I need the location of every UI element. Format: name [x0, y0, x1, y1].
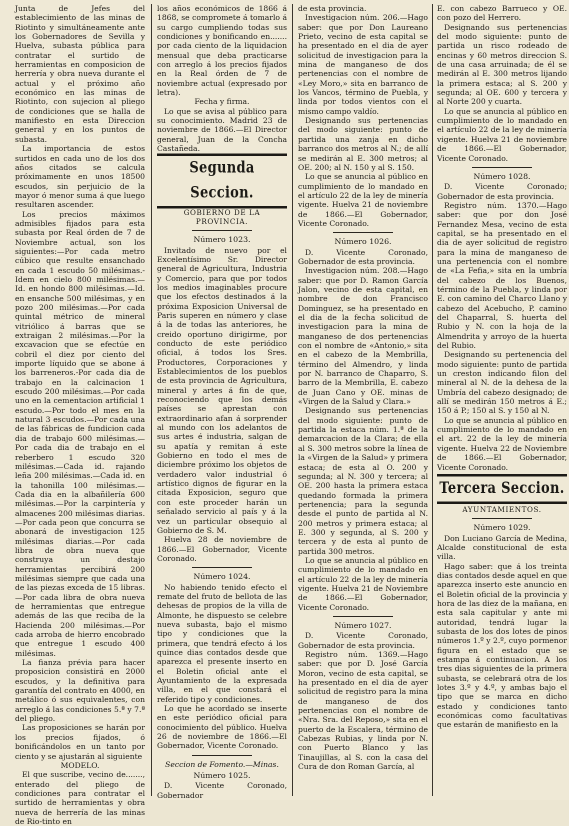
modelo-heading: MODELO.: [60, 760, 100, 770]
separator: [192, 230, 252, 231]
notice-number: Número 1027.: [334, 621, 392, 630]
column-divider: [151, 4, 152, 796]
paragraph: D. Vicente Coronado, Gobernador: [157, 781, 287, 800]
column-divider: [432, 4, 433, 796]
paragraph: de esta provincia.: [298, 4, 367, 13]
paragraph: Designando sus pertenencias del modo siguiente: punto de partida la estaca núm. 1.ª de la demarcacion de la Clara; de ella al S. 300 metros sobre la línea de la «Virgen de la Salud» y primera estaca; de esta al O. 200 y segunda; al N. 300 y tercera; al OE. 200 hasta la primera estaca quedando formada la primera pertenencia; para la segunda desde el punto de partida al N. 200 metros y primera estaca; al E. 300 y segunda, al S. 200 y tercera y de esta al punto de partida 300 metros.: [298, 406, 428, 556]
paragraph: Los precios máximos admisibles fijados para esta subasta por Real órden de 7 de Noviembre actual, son los siguientes:—Por cada metro cúbico que resulte ensanchado en cada 1 escudo 50 milésimas.-Idem en cielo 800 milésimas.—Id. en hondo 800 milésimas.—Id. en ensanche 500 milésimas, y en pozo 200 milésimas.—Por cada quintal métrico de mineral vitriólico á barras que se extraigan 2 milésimas.—Por la excavacion que se efectúe en cobril el diez por ciento del importe líquido que se abone á los barreneros.-Por cada dia de trabajo en la calcinacion 1 escudo 200 milésimas.—Por cada uno en la cementacion artificial 1 escudo.—Por todo el mes en la natural 3 escudos.—Por cada una de las fábricas de fundicion cada dia de trabajo 600 milésimas.—Por cada dia de trabajo en el reberbero 1 escudo 320 milésimas.—Cada id. rajando leña 200 milésimas.—Cada id. en la tahonilla 100 milésimas.—Cada dia en la albañilería 600 milésimas.—Por la carpintería y almacenes 200 milésimas diarias.—Por cada peon que concurra se abonará de investigacion 125 milésimas diarias.—Por cada libra de obra nueva que construya un destajo herramientas percibirá 200 milésimas siempre que cada una de las piezas exceda de 15 libras.—Por cada libra de obra nueva de herramientas que entregue además de las que reciba de la Hacienda 200 milésimas.—Por cada arroba de hierro encobrado que entregue 1 escudo 400 milésimas.: [15, 209, 145, 658]
paragraph: No habiendo tenido efecto el remate del fruto de bellota de las dehesas de propios de la villa de Almonte, he dispuesto se celebre nueva subasta, bajo el mismo tipo y condiciones que la primera, que tendrá efecto á los quince dias contados desde que aparezca el presente inserto en el Boletin oficial ante el Ayuntamiento de la expresada villa, en el que constará el referido tipo y condiciones.: [157, 582, 287, 704]
paragraph: Lo que se anuncia al público en cumplimiento de lo mandado en el artículo 22 de la ley de minería vigente. Huelva 21 de noviembre de 1866.—El Gobernador, Vicente Coronado.: [437, 106, 567, 163]
separator: [472, 518, 532, 519]
subsection-heading: Seccion de Fomento.—Minas.: [165, 759, 279, 769]
column-3: [298, 4, 428, 796]
notice-number: Número 1026.: [334, 237, 392, 247]
paragraph: Lo que se avisa al público para su conocimiento. Madrid 23 de noviembre de 1866.—El Director general, Juan de la Concha Castañeda.: [157, 106, 287, 154]
paragraph: Las proposiciones se harán por los precios fijados, ó bonificándolos en un tanto por ciento y se ajustarán al siguiente: [15, 723, 145, 761]
column-divider: [292, 4, 293, 796]
separator: [333, 232, 393, 233]
paragraph: La importancia de estos surtidos en cada uno de los dos años citados se calcula próximamente en unos 18500 escudos, sin perjuicio de la mayor ó menor suma á que luego resultaren ascender.: [15, 144, 145, 210]
paragraph: El que suscribe, vecino de......., enterado del pliego de condiciones para contratar el surtido de herramientas y obra nueva de herrería de las minas de Rio-tinto en: [15, 770, 145, 826]
paragraph: Registro núm. 1370.—Hago saber: que por don José Fernandez Mesa, vecino de esta capital, se ha presentado en el dia de ayer solicitud de registro para la mina de manganeso de una pertenencia con el nombre de «La Fefia,» sita en la umbría del cabezo de los Buenos, término de la Puebla, y linda por E. con camino del Charco Llano y cabezo del Acebucho, P. camino del Chaparral, S. huerta del Rubio y N. con la hoja de la Almendrita y arroyo de la huerta del Rubio.: [437, 200, 567, 351]
notice-number: Número 1024.: [193, 572, 251, 582]
paragraph: Lo que se anuncia al público en cumplimiento de lo mandado en el art. 22 de la ley de minería vigente. Huelva 22 de Noviembre de 1866.—El Gobernador, Vicente Coronado.: [437, 415, 567, 472]
paragraph: Lo que se anuncia al público en cumplimiento de lo mandado en el artículo 22 de la ley de minería vigente. Huelva 21 de noviembre de 1866.—El Gobernador, Vicente Coronado.: [298, 172, 428, 228]
separator: [192, 755, 252, 756]
paragraph: Huelva 28 de noviembre de 1866.—El Gobernador, Vicente Coronado.: [157, 535, 287, 563]
paragraph: Invitado de nuevo por el Excelentísimo Sr. Director general de Agricultura, Industria y Comercio, para que por todos los medios imaginables procure que los efectos destinados á la próxima Exposicion Universal de Paris superen en número y clase á la de todas las anteriores, he creido oportuno dirigirme, por conducto de este periódico oficial, á todos los Sres. Productores, Corporaciones y Establecimientos de los pueblos de esta provincia de Agricultura, mineral y artes á fin de que, reconociendo que los demás países se aprestan con extraordinario afan á sorprender al mundo con los adelantos de sus artes é industria, salgan de su apatía y remitan á este Gobierno en todo el mes de diciembre próximo los objetos de verdadero valor industrial ó artístico dignos de figurar en la citada Exposicion, seguro que con este proceder harán un señalado servicio al país y á la vez un particular obsequio al Gobierno de S. M.: [157, 245, 287, 535]
paragraph: Investigacion núm. 206.—Hago saber: que por Don Laureano Prieto, vecino de esta capital se ha presentado en el dia de ayer solicitud de investigacion para la mina de manganeso de dos pertenencias con el nombre de «Ley Moro,» sita en barranco de los Vancos, término de Puebla, y linda por todos vientos con el mismo campo valdío.: [298, 13, 428, 116]
notice-number: Número 1029.: [473, 523, 531, 533]
section-heading: Tercera Seccion.: [437, 474, 567, 504]
paragraph: Lo que se anuncia al público en cumplimiento de lo mandado en el artículo 22 de la ley de minería vigente. Huelva 21 de Noviembre de 1866.—El Gobernador, Vicente Coronado.: [298, 555, 428, 612]
paragraph: Hago saber: que á los treinta dias contados desde aquel en que aparezca inserto este anuncio en el Boletin oficial de la provincia y hora de las diez de la mañana, en esta sala capitular y ante mi autoridad, tendrá lugar la subasta de los dos lotes de pinos números 1.º y 2.º, cuyo pormenor figura en el estado que se estampa á continuacion. A los tres dias siguientes de la primera subasta, se celebrará otra de los lotes 3.º y 4.º, y ambas bajo el tipo que se marca en dicho estado y condiciones tanto económicas como facultativas que estarán de manifiesto en la: [437, 561, 567, 730]
column-4: [437, 4, 567, 796]
section-subheading: GOBIERNO DE LA PROVINCIA.: [183, 207, 261, 226]
paragraph: Junta de Jefes del establecimiento de las minas de Riotinto y simultáneamente ante los Gobernadores de Sevilla y Huelva, subasta pública para contratar el surtido de herramientas en composicion de herrería y obra nueva durante el actual y el próximo año económico en las minas de Riotinto, con sujecion al pliego de condiciones que se halla de manifiesto en esta Direccion general y en los puntos de subasta.: [15, 4, 145, 144]
paragraph: D. Vicente Coronado, Gobernador de esta provincia.: [298, 247, 428, 266]
separator: [333, 616, 393, 617]
paragraph: E. con cabezo Barrueco y OE. con pozo del Herrero.: [437, 4, 567, 23]
signature-line: Fecha y firma.: [194, 97, 250, 107]
section-subheading: AYUNTAMIENTOS.: [462, 504, 542, 514]
paragraph: Don Luciano García de Medina, Alcalde constitucional de esta villa.: [437, 533, 567, 562]
paragraph: Lo que he acordado se inserte en este periódico oficial para conocimiento del público. Huelva 26 de noviembre de 1866.—El Gobernador, Vicente Coronado.: [157, 704, 287, 751]
paragraph: La fianza prévia para hacer proposicion consistirá en 2000 escudos, y la definitiva para garantía del contrato en 4000, en metálico ó sus equivalentes, con arreglo á las condiciones 5.ª y 7.ª del pliego.: [15, 658, 145, 724]
notice-number: Número 1025.: [193, 771, 251, 781]
paragraph: Registro núm. 1369.—Hago saber: que por D. José García Moron, vecino de esta capital, se ha presentado en el dia de ayer solicitud de registro para la mina de manganeso de dos pertenencias con el nombre de «Nra. Sra. del Reposo,» sita en el puerto de la Escalera, término de Cabezas Rubias, y linda por N. con Puerto Blanco y las Tinaujillas, al S. con la casa del Cura de don Roman García, al: [298, 650, 428, 772]
paragraph: D. Vicente Coronado, Gobernador de esta provincia.: [298, 631, 428, 650]
separator: [192, 567, 252, 568]
paragraph: D. Vicente Coronado; Gobernador de esta provincia.: [437, 182, 567, 201]
paragraph: Designando sus pertenencias del modo siguiente: punto de partida un risco rodeado de encinas y 60 metros direccion S. de una casa arruinada; de él se medirán al E. 300 metros lijando la primera estaca; al S. 200 y segunda; al OE. 600 y tercera y al Norte 200 y cuarta.: [437, 22, 567, 107]
column-2: [157, 4, 287, 800]
notice-number: Número 1028.: [473, 171, 531, 181]
separator: [472, 167, 532, 168]
section-heading: Segunda Seccion.: [157, 153, 287, 208]
paragraph: los años económicos de 1866 á 1868, se compromete á tomarlo á su cargo cumpliendo todas sus condiciones y bonificando en....... por cada ciento de la liquidacion mensual que deba practicarse con arreglo á los precios fijados en la Real órden de 7 de noviembre actual (expresado por letra).: [157, 4, 287, 98]
notice-number: Número 1023.: [193, 235, 251, 245]
paragraph: Designando sus pertenencias del modo siguiente: punto de partida una zanja en dicho barranco dos metros al N.; de allí se medirán al E. 300 metros; al OE. 200; al N. 150 y al S. 150.: [298, 116, 428, 172]
column-1: [15, 4, 145, 826]
paragraph: Investigacion núm. 208.—Hago saber: que por D. Ramon García Jalon, vecino de esta capital, en nombre de don Francisco Dominguez, se ha presentado en el dia de la fecha solicitud de investigacion para la mina de manganeso de dos pertenencias con el nombre de «Antonio,» sita en el cabezo de la Membrilla, término del Almendro, y linda por N. barranco de Chaparro, S. barro de la Membrilla, E. cabezo de Juan Cano y OE. minas de «Virgen de la Salud y Clara.»: [298, 266, 428, 407]
paragraph: Designando su pertenencia del modo siguiente: punto de partida un creston indicando filon del mineral al N. de la dehesa de la Umbría del cabezo designado; de allí se medirán 150 metros á E.; 150 á P.; 150 al S. y 150 al N.: [437, 350, 567, 416]
